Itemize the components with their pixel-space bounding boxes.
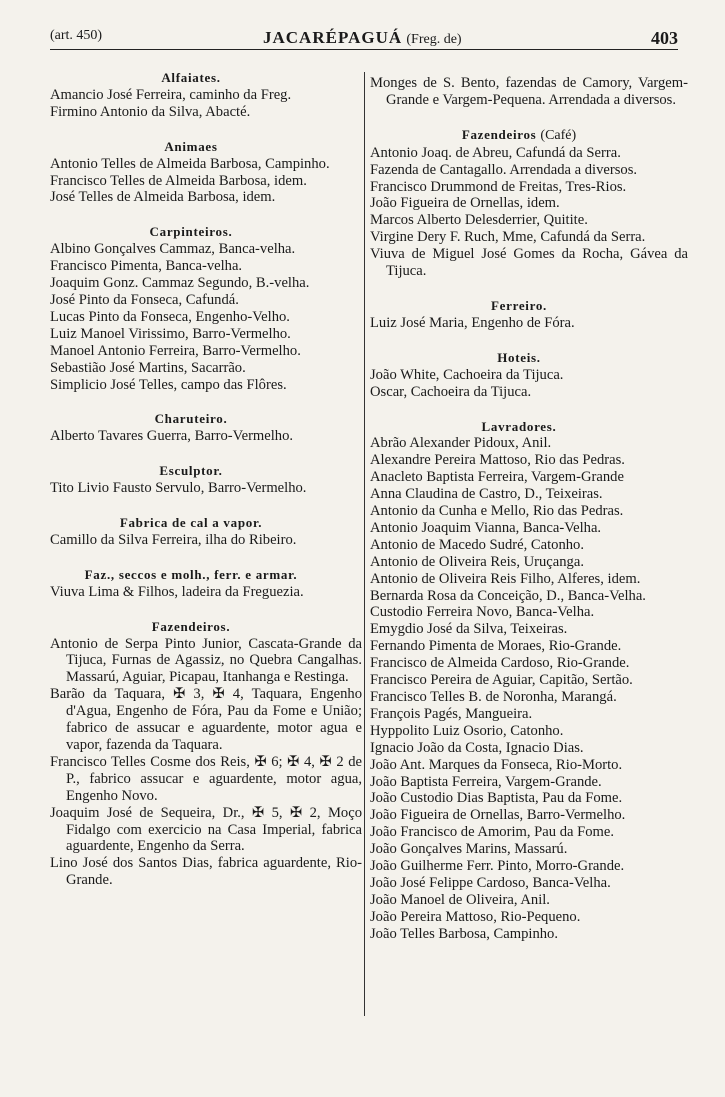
directory-entry: Francisco Drummond de Freitas, Tres-Rios. [370, 178, 627, 195]
heading-text: Fabrica de cal a vapor. [119, 515, 263, 531]
directory-entry: Francisco Pereira de Aguiar, Capitão, Sertão. [370, 672, 633, 689]
directory-entry: Abrão Alexander Pidoux, Anil. [370, 435, 552, 452]
heading-text: Carpinteiros. [149, 224, 233, 240]
section-heading [50, 515, 362, 532]
heading-text: Lavradores. [481, 418, 557, 434]
section-heading [50, 139, 362, 156]
section-hoteis [370, 350, 688, 401]
directory-entry: João White, Cachoeira da Tijuca. [370, 366, 564, 383]
section-heading [370, 298, 688, 315]
directory-entry: José Telles de Almeida Barbosa, idem. [50, 189, 276, 206]
directory-entry: Antonio de Oliveira Reis, Uruçanga. [370, 553, 584, 570]
heading-text: Hoteis. [497, 349, 541, 365]
directory-entry: Simplicio José Telles, campo das Flôres. [50, 376, 287, 393]
directory-entry: Luiz Manoel Virissimo, Barro-Vermelho. [50, 325, 291, 342]
section-heading [50, 619, 362, 636]
section-carpinteiros [50, 224, 362, 393]
directory-entry: Fernando Pimenta de Moraes, Rio-Grande. [370, 638, 622, 655]
directory-entry: Francisco Telles de Almeida Barbosa, idem. [50, 172, 307, 189]
section-faz-seccos-e-molh-ferr-e-armar [50, 567, 362, 601]
directory-entry: Antonio Joaq. de Abreu, Cafundá da Serra. [370, 144, 621, 161]
directory-entry: Alexandre Pereira Mattoso, Rio das Pedras. [370, 452, 625, 469]
directory-entry: Camillo da Silva Ferreira, ilha do Ribeiro. [50, 531, 297, 548]
directory-entry: Oscar, Cachoeira da Tijuca. [370, 383, 532, 400]
directory-entry: Firmino Antonio da Silva, Abacté. [50, 103, 251, 120]
directory-entry: Luiz José Maria, Engenho de Fóra. [370, 314, 575, 331]
directory-entry: Antonio de Oliveira Reis Filho, Alferes, idem. [370, 570, 641, 587]
directory-entry: Francisco de Almeida Cardoso, Rio-Grande. [370, 655, 630, 672]
directory-entry: Francisco Telles Cosme dos Reis, ✠ 6; ✠ 4, ✠ 2 de P., fabrico assucar e aguardente, motor agua, Engenho Novo. [50, 753, 362, 804]
section-heading [50, 224, 362, 241]
directory-entry: Custodio Ferreira Novo, Banca-Velha. [370, 604, 595, 621]
heading-text: Alfaiates. [161, 70, 221, 85]
directory-entry: Anacleto Baptista Ferreira, Vargem-Grande [370, 469, 624, 486]
section-charuteiro [50, 411, 362, 445]
header-rule [50, 49, 678, 50]
directory-entry: João Gonçalves Marins, Massarú. [370, 841, 568, 858]
section-heading [50, 463, 362, 480]
directory-entry: João Telles Barbosa, Campinho. [370, 925, 558, 942]
heading-text: Animaes [164, 138, 218, 154]
directory-entry: Bernarda Rosa da Conceição, D., Banca-Velha. [370, 587, 646, 604]
directory-entry: Lino José dos Santos Dias, fabrica aguardente, Rio-Grande. [50, 855, 362, 889]
section-heading [370, 419, 688, 436]
directory-entry: João Figueira de Ornellas, idem. [370, 195, 560, 212]
directory-entry: Barão da Taquara, ✠ 3, ✠ 4, Taquara, Engenho d'Agua, Engenho de Fóra, Pau da Fome e União; fabrico de assucar e aguardente, motor agua e vapor, fazenda da Taquara. [50, 686, 362, 753]
directory-entry: Albino Gonçalves Cammaz, Banca-velha. [50, 241, 296, 258]
directory-entry: João Custodio Dias Baptista, Pau da Fome. [370, 790, 623, 807]
section-esculptor [50, 463, 362, 497]
directory-entry: João Guilherme Ferr. Pinto, Morro-Grande. [370, 858, 625, 875]
directory-entry: Monges de S. Bento, fazendas de Camory, Vargem-Grande e Vargem-Pequena. Arrendada a diversos. [370, 75, 688, 108]
directory-entry: Antonio Joaquim Vianna, Banca-Velha. [370, 519, 602, 536]
directory-entry: João Pereira Mattoso, Rio-Pequeno. [370, 908, 581, 925]
directory-entry: José Pinto da Fonseca, Cafundá. [50, 291, 239, 308]
section-ferreiro [370, 298, 688, 332]
section-fabrica-de-cal-a-vapor [50, 515, 362, 549]
directory-entry: Francisco Telles B. de Noronha, Marangá. [370, 689, 617, 705]
directory-entry: Viuva de Miguel José Gomes da Rocha, Gávea da Tijuca. [370, 246, 688, 280]
title-text: JACARÉPAGUÁ [263, 28, 403, 47]
directory-entry: Marcos Alberto Delesderrier, Quitite. [370, 212, 588, 229]
directory-entry: Alberto Tavares Guerra, Barro-Vermelho. [50, 428, 294, 445]
heading-text: Faz., seccos e molh., ferr. e armar. [84, 566, 298, 582]
directory-entry: Anna Claudina de Castro, D., Teixeiras. [370, 486, 603, 503]
directory-entry: João Manoel de Oliveira, Anil. [370, 891, 550, 908]
directory-entry: Antonio da Cunha e Mello, Rio das Pedras. [370, 503, 624, 520]
directory-entry: João Ant. Marques da Fonseca, Rio-Morto. [370, 756, 623, 773]
directory-entry: Tito Livio Fausto Servulo, Barro-Vermelho. [50, 480, 307, 497]
article-ref: (art. 450) [50, 28, 103, 43]
section-fazendeiros [370, 127, 688, 280]
directory-entry: Antonio de Serpa Pinto Junior, Cascata-Grande da Tijuca, Furnas de Agassiz, no Quebra Cangalhas. Massarú, Aguiar, Picapau, Itanhanga e Restinga. [50, 635, 362, 686]
section-heading [50, 411, 362, 428]
page-title [263, 28, 462, 48]
section-continuation [370, 75, 688, 109]
heading-text: Fazendeiros [461, 126, 537, 142]
section-heading [370, 127, 688, 145]
directory-entry: Sebastião José Martins, Sacarrão. [50, 359, 246, 376]
directory-entry: Antonio Telles de Almeida Barbosa, Campinho. [50, 155, 330, 172]
section-heading [50, 70, 362, 87]
directory-entry: João Figueira de Ornellas, Barro-Vermelho. [370, 807, 626, 824]
right-column [370, 75, 688, 961]
directory-entry: Emygdio José da Silva, Teixeiras. [370, 621, 568, 638]
heading-text: Charuteiro. [154, 411, 228, 427]
section-animaes [50, 139, 362, 207]
directory-entry: Ignacio João da Costa, Ignacio Dias. [370, 739, 584, 756]
directory-entry: Antonio de Macedo Sudré, Catonho. [370, 536, 585, 553]
section-alfaiates [50, 70, 362, 121]
directory-entry: Joaquim Gonz. Cammaz Segundo, B.-velha. [50, 275, 310, 292]
directory-entry: François Pagés, Mangueira. [370, 705, 533, 722]
section-fazendeiros [50, 619, 362, 890]
directory-entry: Francisco Pimenta, Banca-velha. [50, 258, 243, 275]
directory-entry: João Francisco de Amorim, Pau da Fome. [370, 824, 615, 841]
page-number: 403 [651, 28, 678, 48]
heading-text: Fazendeiros. [151, 618, 231, 634]
directory-entry: Manoel Antonio Ferreira, Barro-Vermelho. [50, 342, 301, 359]
column-divider [364, 72, 365, 1016]
heading-text: Ferreiro. [491, 297, 547, 313]
heading-text: Esculptor. [159, 463, 223, 479]
section-lavradores [370, 419, 688, 943]
directory-entry: Virgine Dery F. Ruch, Mme, Cafundá da Serra. [370, 229, 646, 246]
directory-entry: Lucas Pinto da Fonseca, Engenho-Velho. [50, 308, 290, 325]
heading-suffix: (Café) [540, 127, 577, 143]
left-column [50, 70, 362, 907]
running-header [50, 28, 678, 50]
title-suffix: (Freg. de) [406, 32, 462, 47]
directory-entry: Joaquim José de Sequeira, Dr., ✠ 5, ✠ 2, Moço Fidalgo com exercicio na Casa Imperial, fabrica aguardente, Engenho da Serra. [50, 804, 362, 855]
directory-entry: Amancio José Ferreira, caminho da Freg. [50, 86, 292, 103]
directory-entry: João José Felippe Cardoso, Banca-Velha. [370, 874, 611, 891]
directory-entry: João Baptista Ferreira, Vargem-Grande. [370, 773, 602, 790]
directory-entry: Viuva Lima & Filhos, ladeira da Freguezia. [50, 583, 304, 600]
section-heading [50, 567, 362, 584]
directory-entry: Hyppolito Luiz Osorio, Catonho. [370, 722, 564, 739]
section-heading [370, 350, 688, 367]
directory-entry: Fazenda de Cantagallo. Arrendada a diversos. [370, 161, 638, 178]
